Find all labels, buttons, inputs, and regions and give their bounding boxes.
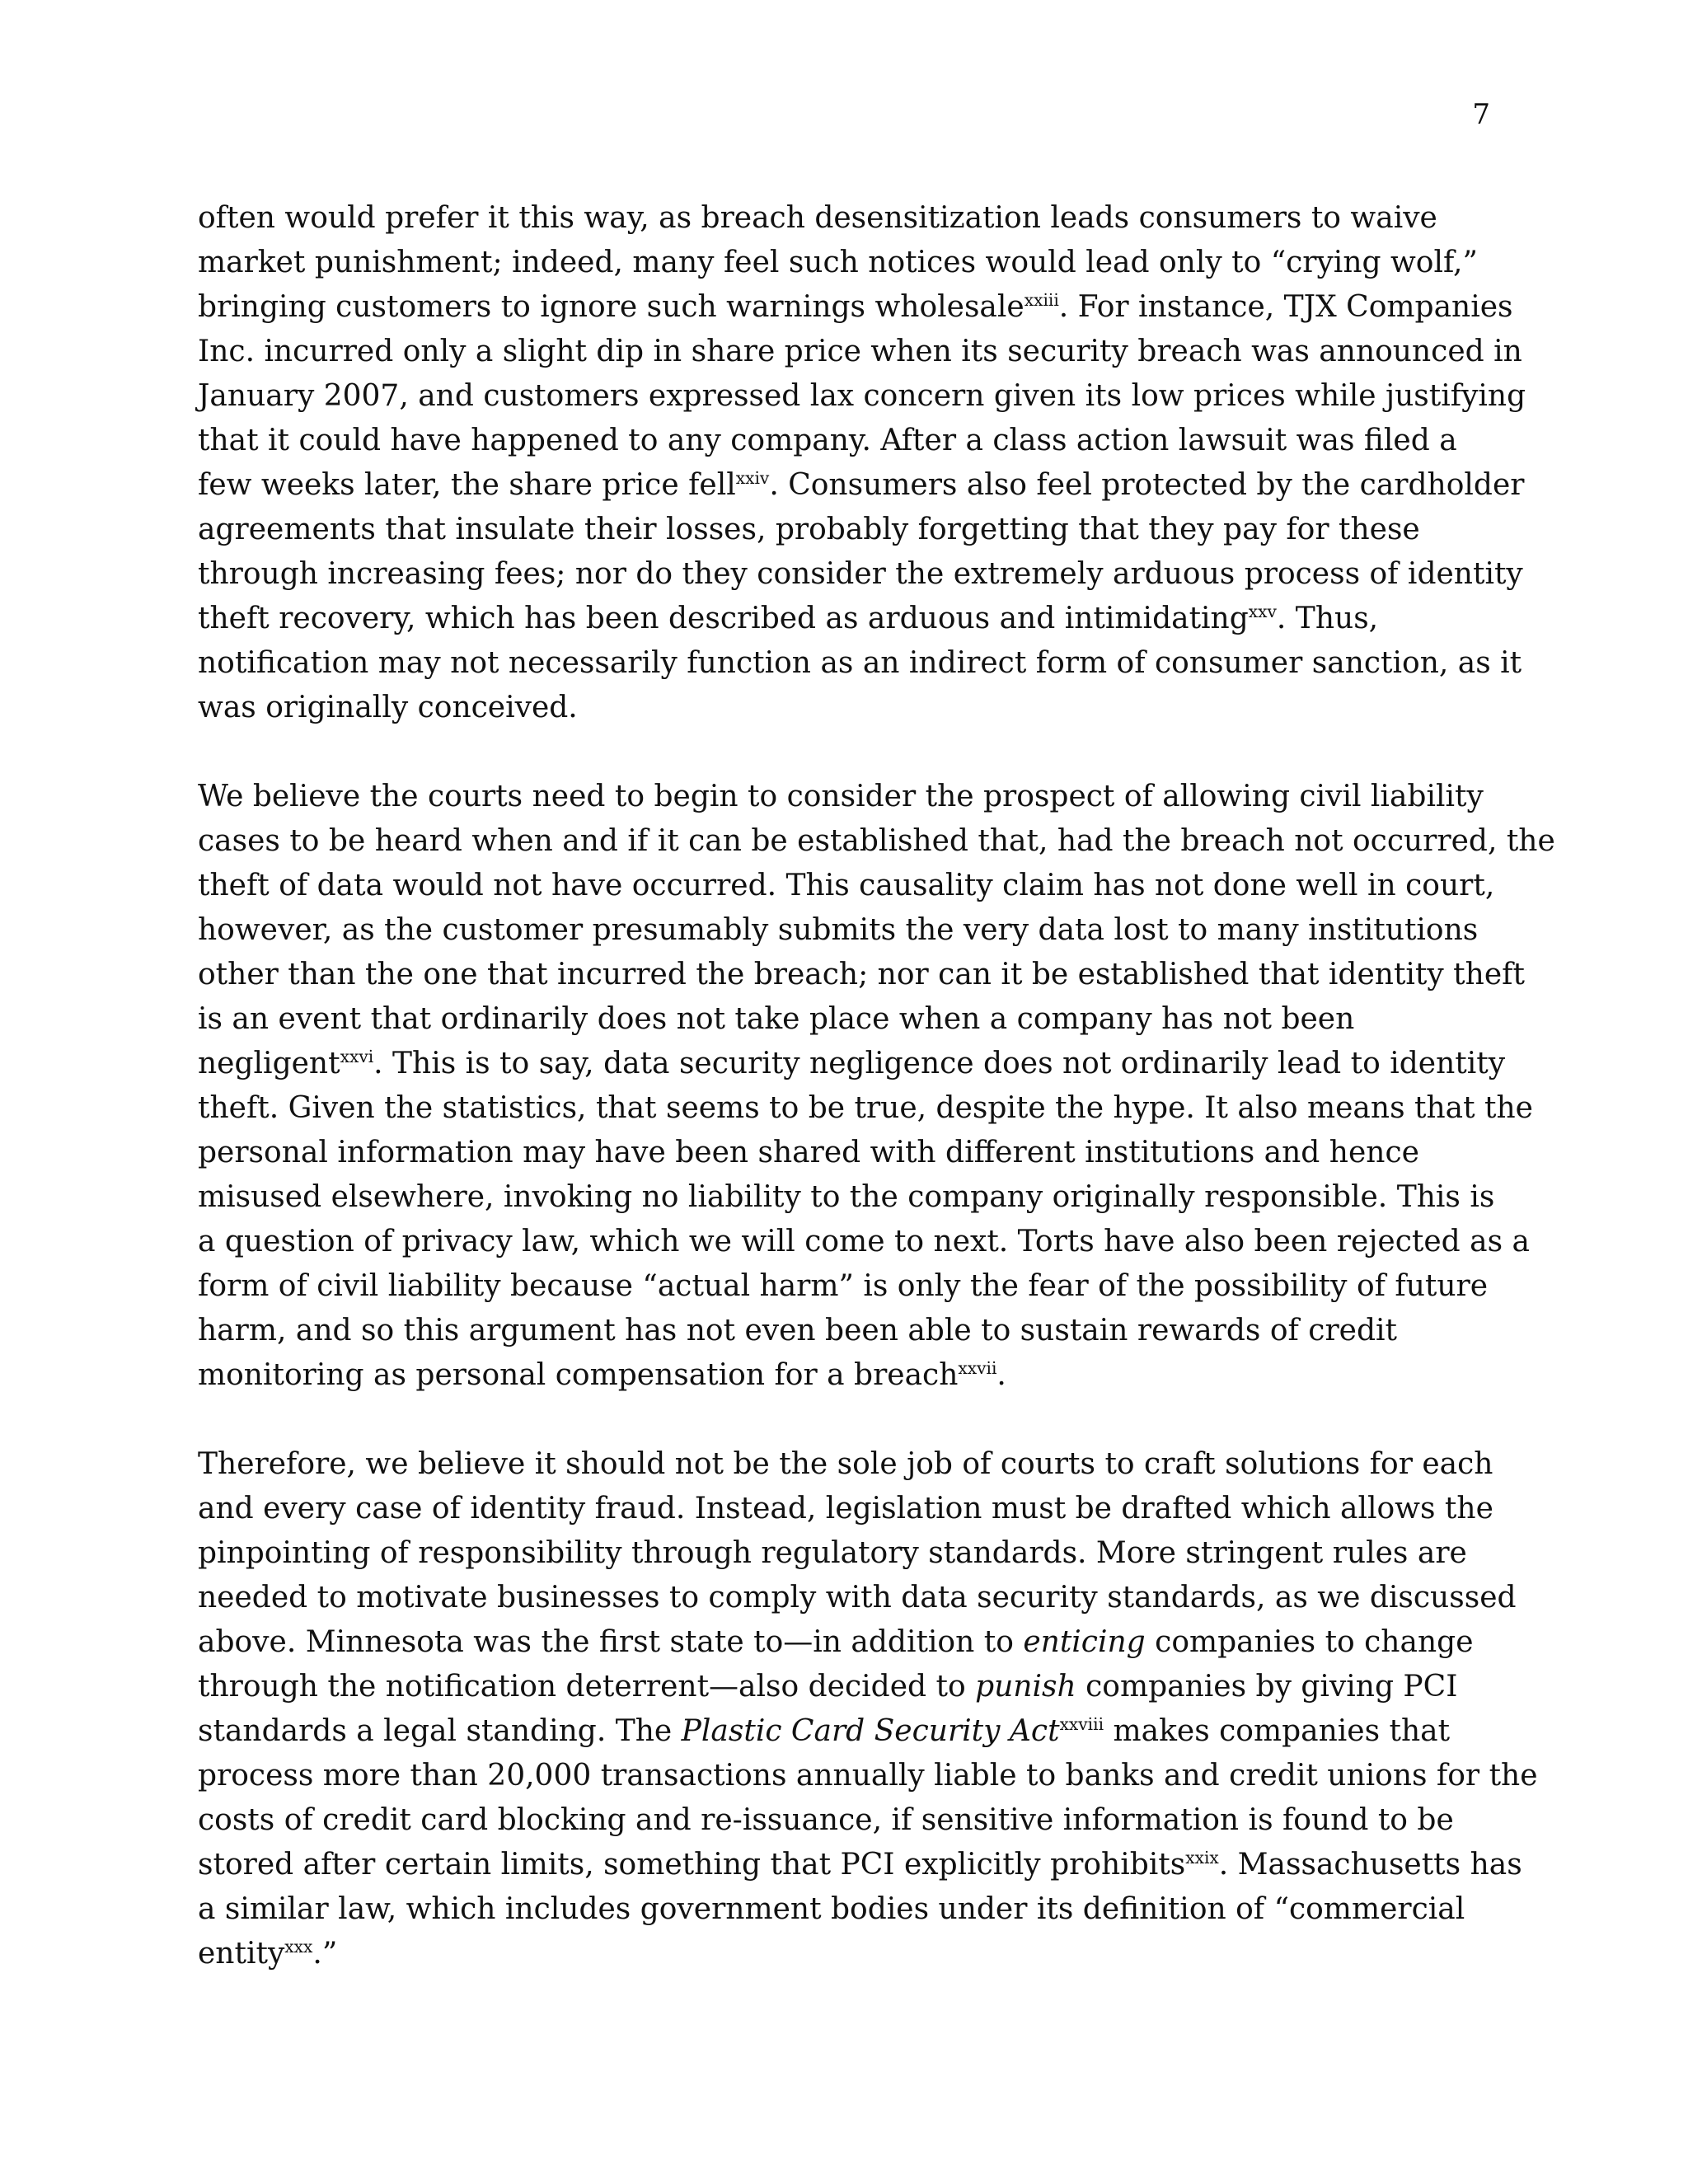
text-line <box>198 1264 1489 1309</box>
text-run: personal information may have been shared with different institutions and hence <box>198 1136 1419 1169</box>
text-run: January 2007, and customers expressed lax concern given its low prices while justifying <box>198 379 1526 413</box>
text-line <box>198 241 1484 285</box>
text-run: a similar law, which includes government bodies under its definition of “commercial <box>198 1892 1465 1926</box>
text-line <box>198 1353 1484 1398</box>
text-line <box>198 552 1523 597</box>
text-run: pinpointing of responsibility through regulatory standards. More stringent rules are <box>198 1536 1467 1570</box>
text-run: cases to be heard when and if it can be established that, had the breach not occurred, the <box>198 824 1555 858</box>
paragraph-3 <box>198 1442 1538 1976</box>
text-run: stored after certain limits, something that PCI explicitly prohibits <box>198 1848 1186 1882</box>
text-run: theft recovery, which has been described as arduous and intimidating <box>198 602 1249 635</box>
text-run: was originally conceived. <box>198 691 578 724</box>
text-line <box>198 1175 1495 1220</box>
paragraph-gap <box>198 1398 1484 1442</box>
text-line <box>198 819 1555 864</box>
text-run: Inc. incurred only a slight dip in share price when its security breach was announced in <box>198 335 1522 368</box>
text-run: standards a legal standing. The <box>198 1714 682 1748</box>
footnote-reference: xxiv <box>735 468 770 488</box>
footnote-reference: xxvii <box>958 1358 997 1378</box>
footnote-reference: xxiii <box>1024 290 1059 310</box>
text-line <box>198 1576 1517 1620</box>
text-run: theft of data would not have occurred. This causality claim has not done well in court, <box>198 869 1495 902</box>
text-run: . For instance, TJX Companies <box>1058 290 1513 324</box>
text-line <box>198 641 1522 686</box>
italic-text: Plastic Card Security Act <box>681 1714 1060 1748</box>
text-line <box>198 864 1495 908</box>
footnote-reference: xxvi <box>340 1047 374 1066</box>
text-line <box>198 1487 1493 1531</box>
text-run: other than the one that incurred the breach; nor can it be established that identity theft <box>198 958 1525 991</box>
document-body <box>198 196 1555 1976</box>
text-line <box>198 1798 1484 1843</box>
footnote-reference: xxviii <box>1059 1714 1104 1734</box>
text-run: agreements that insulate their losses, probably forgetting that they pay for these <box>198 513 1420 546</box>
text-run: . Thus, <box>1276 602 1379 635</box>
text-line <box>198 1754 1538 1798</box>
footnote-reference: xxv <box>1248 602 1277 621</box>
text-line <box>198 1887 1484 1932</box>
text-run: companies to change <box>1145 1625 1474 1659</box>
italic-text: punish <box>975 1670 1076 1704</box>
text-run: misused elsewhere, invoking no liability to the company originally responsible. This is <box>198 1180 1495 1214</box>
text-run: needed to motivate businesses to comply with data security standards, as we discussed <box>198 1581 1517 1615</box>
text-line <box>198 908 1484 953</box>
text-line <box>198 1220 1530 1264</box>
text-line <box>198 597 1484 641</box>
text-line <box>198 196 1484 241</box>
paragraph-1 <box>198 196 1526 730</box>
italic-text: enticing <box>1023 1625 1146 1659</box>
text-line <box>198 508 1484 552</box>
paragraph-2 <box>198 775 1555 1398</box>
text-run: few weeks later, the share price fell <box>198 468 736 502</box>
text-run: makes companies that <box>1104 1714 1451 1748</box>
text-line <box>198 953 1525 997</box>
footnote-reference: xxix <box>1185 1848 1219 1868</box>
text-run: form of civil liability because “actual harm” is only the fear of the possibility of future <box>198 1269 1489 1303</box>
text-line <box>198 374 1526 419</box>
text-run: costs of credit card blocking and re-issuance, if sensitive information is found to be <box>198 1803 1454 1837</box>
text-line <box>198 1131 1484 1175</box>
text-run: bringing customers to ignore such warnings wholesale <box>198 290 1025 324</box>
text-line <box>198 463 1525 508</box>
text-line <box>198 1843 1522 1887</box>
text-line <box>198 1086 1533 1131</box>
text-line <box>198 330 1522 374</box>
text-run: negligent <box>198 1047 340 1080</box>
text-line <box>198 1709 1484 1754</box>
text-run: .” <box>312 1937 338 1971</box>
text-line <box>198 1620 1484 1665</box>
text-line <box>198 1665 1484 1709</box>
text-run: Therefore, we believe it should not be the sole job of courts to craft solutions for each <box>198 1447 1493 1481</box>
text-run: a question of privacy law, which we will come to next. Torts have also been rejected as a <box>198 1225 1530 1258</box>
text-run: monitoring as personal compensation for a breach <box>198 1358 959 1392</box>
text-run: is an event that ordinarily does not take place when a company has not been <box>198 1002 1355 1036</box>
text-run: entity <box>198 1937 285 1971</box>
text-run: and every case of identity fraud. Instead, legislation must be drafted which allows the <box>198 1492 1493 1526</box>
text-run: often would prefer it this way, as breach desensitization leads consumers to waive <box>198 201 1437 235</box>
paragraph-gap <box>198 730 1484 775</box>
text-run: . <box>996 1358 1006 1392</box>
text-run: theft. Given the statistics, that seems to be true, despite the hype. It also means that the <box>198 1091 1533 1125</box>
text-run: through the notification deterrent—also decided to <box>198 1670 976 1704</box>
text-line <box>198 1932 1484 1976</box>
text-run: . Massachusetts has <box>1218 1848 1522 1882</box>
text-line <box>198 686 1484 730</box>
text-run: through increasing fees; nor do they consider the extremely arduous process of identity <box>198 557 1523 591</box>
text-line <box>198 997 1484 1042</box>
text-run: . This is to say, data security negligence does not ordinarily lead to identity <box>373 1047 1506 1080</box>
text-line <box>198 1042 1506 1086</box>
text-line <box>198 775 1484 819</box>
text-line <box>198 1309 1484 1353</box>
text-run: process more than 20,000 transactions annually liable to banks and credit unions for the <box>198 1759 1538 1793</box>
text-run: harm, and so this argument has not even been able to sustain rewards of credit <box>198 1314 1397 1347</box>
text-line <box>198 1531 1484 1576</box>
text-line <box>198 419 1484 463</box>
text-run: that it could have happened to any company. After a class action lawsuit was filed a <box>198 424 1457 457</box>
text-line <box>198 1442 1493 1487</box>
text-line <box>198 285 1513 330</box>
text-run: market punishment; indeed, many feel such notices would lead only to “crying wolf,” <box>198 246 1478 279</box>
footnote-reference: xxx <box>284 1937 313 1957</box>
text-run: above. Minnesota was the first state to—in addition to <box>198 1625 1024 1659</box>
text-run: however, as the customer presumably submits the very data lost to many institutions <box>198 913 1479 947</box>
text-run: notification may not necessarily function as an indirect form of consumer sanction, as it <box>198 646 1522 680</box>
page-number: 7 <box>1472 98 1490 131</box>
text-run: . Consumers also feel protected by the cardholder <box>769 468 1525 502</box>
text-run: We believe the courts need to begin to consider the prospect of allowing civil liability <box>198 780 1484 813</box>
text-run: companies by giving PCI <box>1076 1670 1458 1704</box>
